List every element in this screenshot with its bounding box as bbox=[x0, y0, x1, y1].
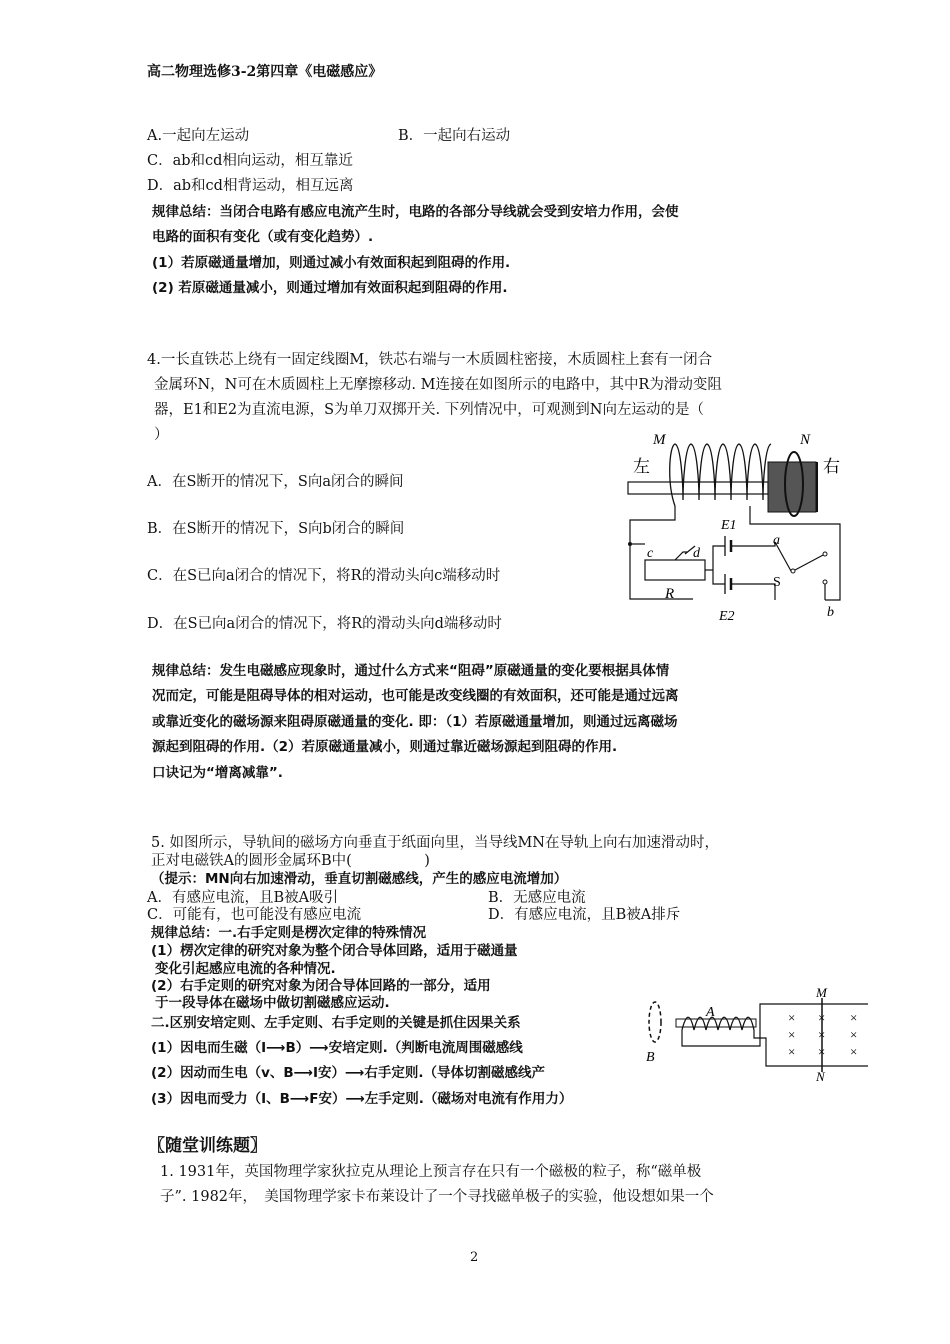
practice-q1-line: 子”. 1982年， 美国物理学家卡布莱设计了一个寻找磁单极子的实验，他设想如果一个 bbox=[160, 1189, 714, 1205]
q3-option-d: D．ab和cd相背运动，相互远离 bbox=[147, 178, 354, 194]
q5-stem-line: 5. 如图所示，导轨间的磁场方向垂直于纸面向里，当导线MN在导轨上向右加速滑动时， bbox=[151, 835, 719, 851]
q5-rule-line: 变化引起感应电流的各种情况. bbox=[155, 961, 336, 977]
q5-fig-label-A: A bbox=[706, 1005, 715, 1020]
q4-fig-label-E1: E1 bbox=[721, 518, 737, 533]
field-cross: × bbox=[818, 1027, 826, 1042]
q5-rule-line: 二.区别安培定则、左手定则、右手定则的关键是抓住因果关系 bbox=[151, 1015, 521, 1031]
q3-rule-line: 规律总结：当闭合电路有感应电流产生时，电路的各部分导线就会受到安培力作用，会使 bbox=[152, 204, 679, 220]
field-cross: × bbox=[850, 1044, 858, 1059]
q4-fig-label-b: b bbox=[827, 605, 834, 620]
q5-fig-label-B: B bbox=[646, 1050, 655, 1065]
q4-stem-line: ） bbox=[154, 427, 169, 443]
q5-stem-line: 正对电磁铁A的圆形金属环B中( ) bbox=[151, 853, 430, 869]
q3-rule-line: (1）若原磁通量增加，则通过减小有效面积起到阻碍的作用. bbox=[152, 255, 511, 271]
q3-rule-line: 电路的面积有变化（或有变化趋势）. bbox=[152, 229, 374, 245]
page-header: 高二物理选修3-2第四章《电磁感应》 bbox=[147, 64, 383, 80]
q5-option-b: B．无感应电流 bbox=[488, 890, 586, 906]
q4-stem-line: 4.一长直铁芯上绕有一固定线圈M，铁芯右端与一木质圆柱密接，木质圆柱上套有一闭合 bbox=[147, 352, 713, 368]
q5-rail-figure bbox=[638, 984, 870, 1084]
q4-fig-label-a: a bbox=[773, 533, 780, 548]
q4-rule-line: 或靠近变化的磁场源来阻碍原磁通量的变化. 即：（1）若原磁通量增加，则通过远离磁场 bbox=[152, 714, 678, 730]
field-cross: × bbox=[850, 1010, 858, 1025]
q5-fig-label-N: N bbox=[816, 1069, 825, 1084]
q5-option-c: C．可能有，也可能没有感应电流 bbox=[147, 907, 362, 923]
field-cross: × bbox=[788, 1044, 796, 1059]
field-cross: × bbox=[788, 1010, 796, 1025]
page-number: 2 bbox=[470, 1250, 479, 1265]
field-cross: × bbox=[818, 1010, 826, 1025]
q4-fig-label-left: 左 bbox=[633, 457, 650, 476]
q4-option-b: B．在S断开的情况下，S向b闭合的瞬间 bbox=[147, 521, 405, 537]
q4-option-c: C．在S已向a闭合的情况下，将R的滑动头向c端移动时 bbox=[147, 568, 501, 584]
q4-rule-line: 况而定，可能是阻碍导体的相对运动，也可能是改变线圈的有效面积，还可能是通过远离 bbox=[152, 688, 679, 704]
practice-section-title: 〖随堂训练题〗 bbox=[148, 1136, 267, 1156]
q5-rule-line: (2）右手定则的研究对象为闭合导体回路的一部分，适用 bbox=[151, 978, 491, 994]
q5-hint: （提示：MN向右加速滑动，垂直切割磁感线，产生的感应电流增加） bbox=[151, 871, 568, 887]
q4-fig-label-R: R bbox=[665, 586, 675, 602]
q5-rule-line: (2）因动而生电（v、B⟶I安）⟶右手定则.（导体切割磁感线产 bbox=[151, 1065, 546, 1081]
field-cross: × bbox=[850, 1027, 858, 1042]
q4-rule-line: 口诀记为“增离减靠”. bbox=[152, 765, 283, 781]
q3-option-a: A.一起向左运动 bbox=[147, 128, 250, 144]
q4-stem-line: 金属环N，N可在木质圆柱上无摩擦移动. M连接在如图所示的电路中，其中R为滑动变阻 bbox=[154, 377, 722, 393]
q5-rule-line: 于一段导体在磁场中做切割磁感应运动. bbox=[155, 995, 390, 1011]
q4-fig-label-S: S bbox=[773, 575, 781, 590]
q5-option-a: A．有感应电流，且B被A吸引 bbox=[147, 890, 339, 906]
q5-rule-line: (1）楞次定律的研究对象为整个闭合导体回路，适用于磁通量 bbox=[151, 943, 518, 959]
q4-stem-line: 器，E1和E2为直流电源，S为单刀双掷开关. 下列情况中，可观测到N向左运动的是（ bbox=[154, 402, 704, 418]
practice-q1-line: 1. 1931年，英国物理学家狄拉克从理论上预言存在只有一个磁极的粒子，称“磁单极 bbox=[160, 1164, 702, 1180]
q4-circuit-figure bbox=[625, 424, 850, 634]
q5-fig-label-M: M bbox=[816, 985, 827, 1000]
q3-rule-line: (2) 若原磁通量减小，则通过增加有效面积起到阻碍的作用. bbox=[152, 280, 508, 296]
q5-rule-line: (1）因电而生磁（I⟶B）⟶安培定则.（判断电流周围磁感线 bbox=[151, 1040, 523, 1056]
q4-fig-label-E2: E2 bbox=[719, 609, 735, 624]
q4-fig-label-N: N bbox=[800, 432, 811, 448]
q5-field-crosses bbox=[788, 1010, 857, 1059]
q4-rule-line: 规律总结：发生电磁感应现象时，通过什么方式来“阻碍”原磁通量的变化要根据具体情 bbox=[152, 663, 670, 679]
q5-rule-line: (3）因电而受力（I、B⟶F安）⟶左手定则.（磁场对电流有作用力） bbox=[151, 1091, 573, 1107]
q4-fig-label-right: 右 bbox=[823, 457, 840, 476]
q4-option-d: D．在S已向a闭合的情况下，将R的滑动头向d端移动时 bbox=[147, 616, 502, 632]
q4-fig-label-M: M bbox=[653, 432, 666, 448]
q5-rule-line: 规律总结：一.右手定则是楞次定律的特殊情况 bbox=[151, 925, 427, 941]
q5-option-d: D．有感应电流，且B被A排斥 bbox=[488, 907, 681, 923]
q4-fig-label-c: c bbox=[647, 546, 654, 561]
q4-option-a: A．在S断开的情况下，S向a闭合的瞬间 bbox=[147, 474, 404, 490]
q3-option-c: C．ab和cd相向运动，相互靠近 bbox=[147, 153, 353, 169]
q4-fig-label-d: d bbox=[693, 546, 700, 561]
q3-option-b: B．一起向右运动 bbox=[398, 128, 511, 144]
field-cross: × bbox=[788, 1027, 796, 1042]
field-cross: × bbox=[818, 1044, 826, 1059]
q4-rule-line: 源起到阻碍的作用.（2）若原磁通量减小，则通过靠近磁场源起到阻碍的作用. bbox=[152, 739, 618, 755]
